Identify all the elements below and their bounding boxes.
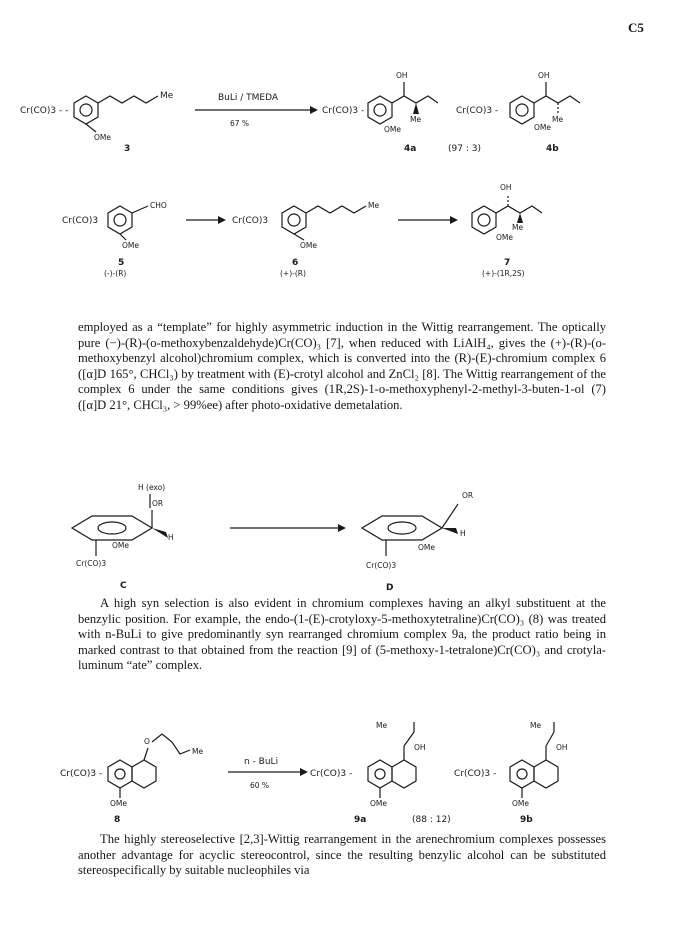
methyl-label: Me (376, 721, 388, 730)
hydroxyl-label: OH (396, 71, 408, 80)
methoxy-label: OMe (512, 799, 529, 808)
scheme-2 (0, 168, 680, 280)
methyl-label: Me (192, 747, 204, 756)
compound-number-4b: 4b (546, 144, 559, 154)
scheme-4 (0, 720, 680, 824)
compound-number-6: 6 (292, 258, 299, 268)
cr-co3-label: Cr(CO)3 - (310, 769, 353, 779)
aldehyde-label: CHO (150, 201, 167, 210)
benzene-ring-4a (368, 96, 392, 124)
compound-number-9a: 9a (354, 815, 367, 824)
tetralin-ring-8 (108, 760, 156, 788)
structure-label-c: C (120, 581, 127, 591)
benzene-ring-4b (510, 96, 534, 124)
page-number: C5 (628, 20, 644, 35)
reaction-arrow-5 (228, 768, 308, 776)
benzene-ring-7 (472, 206, 496, 234)
reagent-label: n - BuLi (244, 757, 279, 767)
methoxy-label: OMe (300, 241, 317, 250)
scheme-1 (0, 60, 680, 155)
benzene-ring-5 (108, 206, 132, 234)
stereo-descriptor: (+)-(R) (280, 269, 306, 278)
methoxy-label: OMe (418, 543, 435, 552)
yield-label: 60 % (250, 781, 270, 790)
body-paragraph-3: The highly stereoselective [2,3]-Wittig rearrangement in the arenechromium complexes possesses another advantage for acyclic stereocontrol, since the resulting benzylic alcohol can be substituted stereospecifically by suitable nucleophiles via (78, 832, 606, 878)
hydroxyl-label: OH (414, 743, 426, 752)
compound-number-9b: 9b (520, 815, 533, 824)
product-ratio: (97 : 3) (448, 144, 481, 154)
methoxy-label: OMe (496, 233, 513, 242)
cr-co3-label: Cr(CO)3 (232, 216, 269, 226)
cr-co3-label: Cr(CO)3 (62, 216, 99, 226)
hydrogen-label: H (168, 533, 174, 542)
benzene-ring-3 (74, 96, 98, 124)
compound-number-5: 5 (118, 258, 125, 268)
hydrogen-label: H (460, 529, 466, 538)
methoxy-label: OMe (534, 123, 551, 132)
cr-co3-label: Cr(CO)3 (76, 559, 107, 568)
cr-co3-label: Cr(CO)3 (366, 561, 397, 570)
methyl-label: Me (160, 91, 174, 101)
methyl-label: Me (530, 721, 542, 730)
reaction-arrow-3 (398, 216, 458, 224)
hydroxyl-label: OH (500, 183, 512, 192)
methoxy-label: OMe (370, 799, 387, 808)
arene-ring-c (72, 516, 152, 540)
tetralin-ring-9a (368, 760, 416, 788)
reagent-label: BuLi / TMEDA (218, 93, 279, 103)
body-paragraph-1: employed as a “template” for highly asymmetric induction in the Wittig rearrangement. The optically pure (−)-(R)-(o-methoxybenzaldehyde)Cr(CO)₃ [7], when reduced with LiAlH₄, gives the (+)-(R)-(o-methoxybenzyl alcohol)chromium complex, which is converted into the (R)-(E)-chromium complex 6 ([α]D 165°, CHCl₃) by treatment with (E)-crotyl alcohol and ZnCl₂ [8]. The Wittig rearrangement of the complex 6 under the same conditions gives (1R,2S)-1-o-methoxyphenyl-2-methyl-3-buten-1-ol (7) ([α]D 21°, CHCl₃, > 99%ee) after photo-oxidative demetalation. (78, 320, 606, 412)
tetralin-ring-9b (510, 760, 558, 788)
yield-label: 67 % (230, 119, 250, 128)
exo-hydrogen-label: H (exo) (138, 483, 166, 492)
or-label: OR (462, 491, 474, 500)
arene-ring-d (362, 516, 442, 540)
methoxy-label: OMe (94, 133, 111, 142)
compound-number-7: 7 (504, 258, 511, 268)
cr-co3-label: Cr(CO)3 - (60, 769, 103, 779)
cr-co3-label: Cr(CO)3 - (454, 769, 497, 779)
stereo-descriptor: (-)-(R) (104, 269, 127, 278)
benzene-ring-6 (282, 206, 306, 234)
or-label: OR (152, 499, 164, 508)
reaction-arrow-4 (230, 524, 346, 532)
compound-number-4a: 4a (404, 144, 417, 154)
methyl-label: Me (410, 115, 422, 124)
cr-co3-label: Cr(CO)3 - - (20, 106, 69, 116)
hydroxyl-label: OH (556, 743, 568, 752)
hydroxyl-label: OH (538, 71, 550, 80)
methyl-label: Me (552, 115, 564, 124)
reaction-arrow-1 (195, 106, 318, 114)
methoxy-label: OMe (110, 799, 127, 808)
methoxy-label: OMe (122, 241, 139, 250)
structure-label-d: D (386, 583, 394, 593)
oxygen-label: O (144, 737, 150, 746)
methoxy-label: OMe (384, 125, 401, 134)
product-ratio: (88 : 12) (412, 815, 451, 824)
body-paragraph-2: A high syn selection is also evident in chromium complexes having an alkyl substituent at the benzylic position. For example, the endo-(1-(E)-crotyloxy-5-methoxytetraline)Cr(CO)₃ (8) was treated with n-BuLi to give predominantly syn rearranged chromium complex 9a, the product ratio being in marked contrast to that obtained from the reaction [9] of (5-methoxy-1-tetralone)Cr(CO)₃ and crotylaluminum “ate” complex. (78, 596, 606, 673)
cr-co3-label: Cr(CO)3 - (456, 106, 499, 116)
reaction-arrow-2 (186, 216, 226, 224)
methyl-label: Me (368, 201, 380, 210)
methyl-label: Me (512, 223, 524, 232)
compound-number-3: 3 (124, 144, 131, 154)
stereo-descriptor: (+)-(1R,2S) (482, 269, 525, 278)
scheme-3 (0, 476, 680, 594)
methoxy-label: OMe (112, 541, 129, 550)
cr-co3-label: Cr(CO)3 - (322, 106, 365, 116)
compound-number-8: 8 (114, 815, 121, 824)
